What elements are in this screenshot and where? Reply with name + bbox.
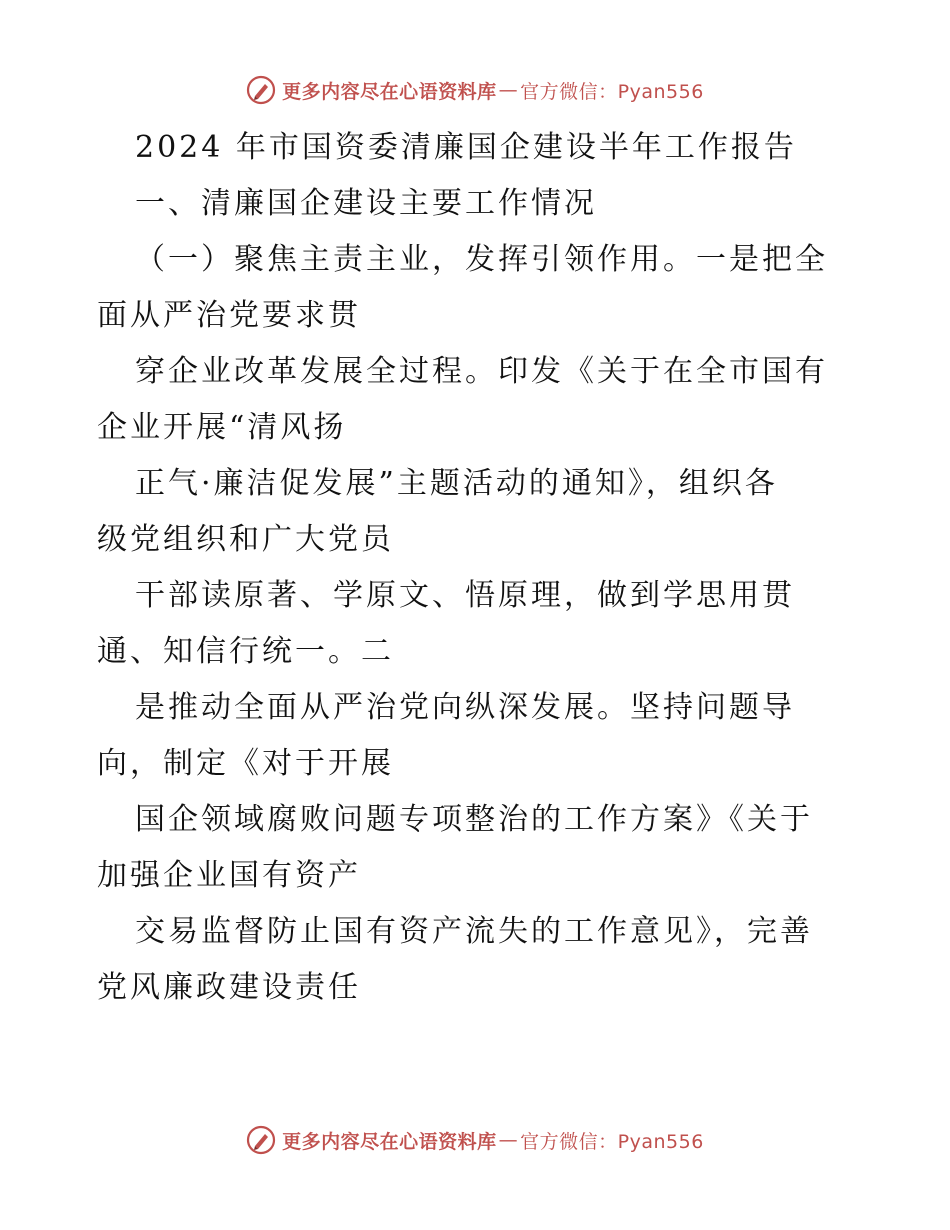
paragraph-line: 国企领域腐败问题专项整治的工作方案》《关于 [135,802,813,837]
watermark-wechat-text: 官方微信：Pyan556 [520,1130,704,1153]
paragraph-line: 面从严治党要求贯 [97,298,361,333]
paragraph-line: （一）聚焦主责主业，发挥引领作用。一是把全 [135,242,828,277]
watermark-separator: — [498,1129,519,1151]
paragraph-line: 向，制定《对于开展 [97,746,394,781]
pen-logo-icon [246,75,276,105]
paragraph-line: 通、知信行统一。二 [97,634,394,669]
paragraph-line: 是推动全面从严治党向纵深发展。坚持问题导 [135,690,795,725]
paragraph-line: 穿企业改革发展全过程。印发《关于在全市国有 [135,354,828,389]
document-title: 2024 年市国资委清廉国企建设半年工作报告 [135,130,797,165]
paragraph-line: 党风廉政建设责任 [97,970,361,1005]
paragraph-line: 正气·廉洁促发展”主题活动的通知》，组织各 [135,466,778,501]
paragraph-line: 加强企业国有资产 [97,858,361,893]
paragraph-line: 级党组织和广大党员 [97,522,394,557]
watermark-site-text: 更多内容尽在心语资料库 [282,1130,497,1153]
paragraph-line: 干部读原著、学原文、悟原理，做到学思用贯 [135,578,795,613]
footer-watermark [0,1122,950,1158]
header-watermark [0,72,950,108]
pen-logo-icon [246,1125,276,1155]
paragraph-line: 企业开展“清风扬 [97,410,347,445]
watermark-wechat-text: 官方微信：Pyan556 [520,80,704,103]
paragraph-line: 交易监督防止国有资产流失的工作意见》，完善 [135,914,813,949]
section-heading: 一、清廉国企建设主要工作情况 [135,186,597,221]
watermark-site-text: 更多内容尽在心语资料库 [282,80,497,103]
document-body [97,120,857,1016]
watermark-separator: — [498,79,519,101]
